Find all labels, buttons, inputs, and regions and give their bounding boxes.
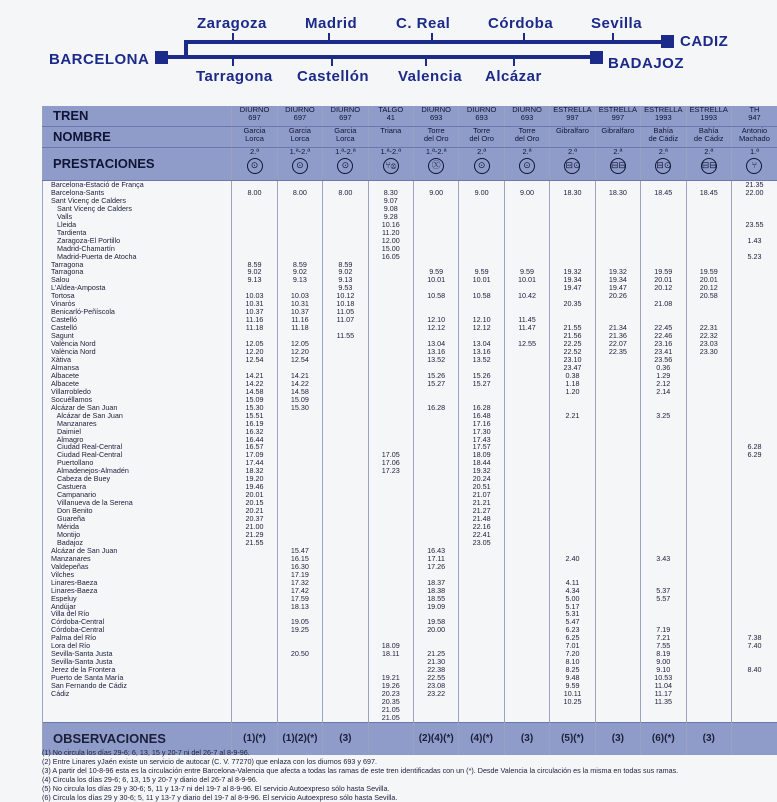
train-name: Garcia Lorca bbox=[277, 127, 322, 148]
service-icon: ⊙ bbox=[474, 158, 490, 174]
observacion: (6)(*) bbox=[641, 722, 686, 755]
train-name: Torre del Oro bbox=[413, 127, 458, 148]
class-label: 2.ª bbox=[552, 148, 592, 156]
footnote: (4) Circula los días 29-6; 6, 13, 15 y 20-7 y diario del 26-7 al 8-9-96. bbox=[42, 776, 762, 785]
train-times: 9.00 9.59 10.01 10.58 12.10 12.12 13.04 13.16 13.52 15.26 15.27 16.28 16.48 17.16 17.30 17.43 17.57 18.09 18.44 19.32 20.24 20.51 21.07 21.21 21.27 21.48 22.16 22.41 23.05 bbox=[459, 181, 504, 723]
route-line-top bbox=[186, 40, 666, 44]
route-city-madrid: Madrid bbox=[305, 15, 357, 32]
service-icon: ⊙ bbox=[519, 158, 535, 174]
class-label: 2.ª bbox=[689, 148, 729, 156]
service-cell bbox=[413, 148, 458, 181]
train-number: DIURNO 693 bbox=[413, 106, 458, 127]
header-row-tren bbox=[43, 106, 777, 127]
tren-label: TREN bbox=[43, 106, 232, 127]
train-number: DIURNO 697 bbox=[277, 106, 322, 127]
footnote: (5) No circula los días 29 y 30-6; 5, 11 y 13-7 ni del 19-7 al 8-9-96. El servicio Autoexpreso sólo hasta Sevilla. bbox=[42, 785, 762, 794]
route-city-valencia: Valencia bbox=[398, 68, 462, 85]
route-city-castellon: Castellón bbox=[297, 68, 369, 85]
class-label: 1.ª-2.ª bbox=[280, 148, 320, 156]
train-number: DIURNO 697 bbox=[232, 106, 277, 127]
route-tick bbox=[232, 58, 234, 66]
observacion: (3) bbox=[504, 722, 549, 755]
route-tick bbox=[425, 58, 427, 66]
observaciones-label: OBSERVACIONES bbox=[43, 722, 232, 755]
service-cell bbox=[686, 148, 731, 181]
route-map bbox=[0, 0, 777, 100]
prestaciones-label: PRESTACIONES bbox=[43, 148, 232, 181]
service-cell bbox=[277, 148, 322, 181]
route-line-top-link bbox=[184, 40, 188, 58]
train-times: 8.00 8.59 9.02 9.13 9.53 10.12 10.18 11.05 11.07 11.55 bbox=[323, 181, 368, 723]
route-city-cadiz: CADIZ bbox=[680, 33, 728, 50]
service-cell bbox=[504, 148, 549, 181]
route-tick bbox=[612, 33, 614, 41]
train-times: 18.30 19.32 19.34 19.47 20.35 21.55 21.56 22.25 22.52 23.10 23.47 0.38 1.18 1.20 2.21 2.40 4.11 4.34 5.00 5.17 5.31 5.47 6.23 6.25 7.01 7.20 8.10 8.25 9.48 9.59 10.11 10.25 bbox=[550, 181, 595, 723]
sleeper-icon: ⊟⊟ bbox=[610, 158, 626, 174]
observacion: (5)(*) bbox=[550, 722, 595, 755]
observacion: (4)(*) bbox=[459, 722, 504, 755]
class-label: 2.ª bbox=[461, 148, 501, 156]
header-row-nombre bbox=[43, 127, 777, 148]
train-number: ESTRELLA 997 bbox=[550, 106, 595, 127]
service-cell bbox=[731, 148, 777, 181]
route-tick bbox=[232, 33, 234, 41]
observacion: (3) bbox=[595, 722, 640, 755]
class-label: 1.ª bbox=[734, 148, 775, 156]
train-number: TALGO 41 bbox=[368, 106, 413, 127]
route-city-tarragona: Tarragona bbox=[196, 68, 273, 85]
service-icon: ⊙ bbox=[337, 158, 353, 174]
route-terminal-badajoz bbox=[590, 51, 603, 64]
observacion: (2)(4)(*) bbox=[413, 722, 458, 755]
train-number: ESTRELLA 1993 bbox=[641, 106, 686, 127]
train-name: Antonio Machado bbox=[731, 127, 777, 148]
service-icon: ⊙ bbox=[292, 158, 308, 174]
route-tick bbox=[328, 33, 330, 41]
class-label: 2.ª bbox=[234, 148, 274, 156]
route-city-badajoz: BADAJOZ bbox=[608, 55, 684, 72]
footnote: (3) A partir del 10-8-96 esta es la circulación entre Barcelona-Valencia que afecta a todas las ramas de este tren identificadas con un (*). Desde Valencia la circulación es la misma en todas sus ramas. bbox=[42, 767, 762, 776]
route-tick bbox=[331, 58, 333, 66]
train-name: Torre del Oro bbox=[459, 127, 504, 148]
car-transport-icon: ⊟⊙ bbox=[655, 158, 671, 174]
route-city-alcazar: Alcázar bbox=[485, 68, 542, 85]
route-tick bbox=[523, 33, 525, 41]
train-number: DIURNO 693 bbox=[504, 106, 549, 127]
route-city-barcelona: BARCELONA bbox=[49, 51, 149, 68]
sleeper-icon: ⊟⊙ bbox=[564, 158, 580, 174]
dining-icon: ⑂Ⓧ bbox=[383, 158, 399, 174]
class-label: 2.ª bbox=[507, 148, 547, 156]
service-cell bbox=[595, 148, 640, 181]
route-city-cordoba: Córdoba bbox=[488, 15, 553, 32]
service-cell bbox=[459, 148, 504, 181]
dining-icon: ⑂ bbox=[746, 158, 762, 174]
train-times: 9.00 9.59 10.01 10.58 12.10 12.12 13.04 13.16 13.52 15.26 15.27 16.28 16.43 17.11 17.26 18.37 18.38 18.55 19.09 19.58 20.00 21.25 21.30 22.38 22.55 23.08 23.22 bbox=[413, 181, 458, 723]
train-number: ESTRELLA 997 bbox=[595, 106, 640, 127]
route-city-sevilla: Sevilla bbox=[591, 15, 642, 32]
nombre-label: NOMBRE bbox=[43, 127, 232, 148]
train-name: Bahía de Cádiz bbox=[641, 127, 686, 148]
service-icon: ⊙ bbox=[247, 158, 263, 174]
class-label: 2.ª bbox=[643, 148, 683, 156]
train-name: Gibralfaro bbox=[550, 127, 595, 148]
train-times: 8.00 8.59 9.02 9.13 10.03 10.31 10.37 11.16 11.18 12.05 12.20 12.54 14.21 14.22 14.58 15.09 15.30 15.47 16.15 16.30 17.19 17.32 17.42 17.59 18.13 19.05 19.25 20.50 bbox=[277, 181, 322, 723]
timetable-body bbox=[43, 181, 777, 723]
train-name: Gibralfaro bbox=[595, 127, 640, 148]
class-label: 1.ª-2.ª bbox=[371, 148, 411, 156]
service-cell bbox=[641, 148, 686, 181]
service-cell bbox=[550, 148, 595, 181]
footnote: (6) Circula los días 29 y 30-6; 5, 11 y 13-7 y diario del 19-7 al 8-9-96. El servicio Autoexpreso sólo hasta Sevilla. bbox=[42, 794, 762, 802]
train-name: Torre del Oro bbox=[504, 127, 549, 148]
route-city-zaragoza: Zaragoza bbox=[197, 15, 267, 32]
route-terminal-cadiz bbox=[661, 35, 674, 48]
train-number: DIURNO 693 bbox=[459, 106, 504, 127]
train-times: 18.30 19.32 19.34 19.47 20.26 21.34 21.36 22.07 22.35 bbox=[595, 181, 640, 723]
car-transport-icon: ⊟⊟ bbox=[701, 158, 717, 174]
service-cell bbox=[232, 148, 277, 181]
train-name: Garcia Lorca bbox=[323, 127, 368, 148]
header-row-prestaciones bbox=[43, 148, 777, 181]
train-times: 21.35 22.00 23.55 1.43 5.23 6.28 6.29 7.38 7.40 8.40 bbox=[731, 181, 777, 723]
train-name: Garcia Lorca bbox=[232, 127, 277, 148]
footnotes bbox=[42, 749, 762, 802]
dining-icon: Ⓧ bbox=[428, 158, 444, 174]
train-times: 8.00 8.59 9.02 9.13 10.03 10.31 10.37 11.16 11.18 12.05 12.20 12.54 14.21 14.22 14.58 15.09 15.30 15.51 16.19 16.32 16.44 16.57 17.09 17.44 18.32 19.20 19.46 20.01 20.15 20.21 20.37 21.00 21.29 21.55 bbox=[232, 181, 277, 723]
service-cell bbox=[368, 148, 413, 181]
service-cell bbox=[323, 148, 368, 181]
observacion: (1)(*) bbox=[232, 722, 277, 755]
observacion: (3) bbox=[686, 722, 731, 755]
train-times: 18.45 19.59 20.01 20.12 21.08 22.45 22.46 23.16 23.41 23.56 0.36 1.29 2.12 2.14 3.25 3.43 5.37 5.57 7.19 7.21 7.55 8.19 9.00 9.10 10.53 11.04 11.17 11.35 bbox=[641, 181, 686, 723]
route-tick bbox=[431, 33, 433, 41]
class-label: 2.ª bbox=[598, 148, 638, 156]
route-tick bbox=[513, 58, 515, 66]
route-terminal-barcelona bbox=[155, 51, 168, 64]
train-times: 18.45 19.59 20.01 20.12 20.58 22.31 22.32 23.03 23.30 bbox=[686, 181, 731, 723]
class-label: 1.ª-2.ª bbox=[416, 148, 456, 156]
route-city-c-real: C. Real bbox=[396, 15, 450, 32]
timetable bbox=[42, 106, 777, 755]
train-number: TH 947 bbox=[731, 106, 777, 127]
station-list: Barcelona-Estació de França Barcelona-Sants Sant Vicenç de Calders Sant Vicenç de Calders Valls Lleida Tardienta Zaragoza-El Portillo Madrid-Chamartín Madrid-Puerta de Atocha Tarragona Tarragona Salou L'Aldea-Amposta Tortosa Vinaròs Benicarló-Peñíscola Castelló Castelló Sagunt València Nord València Nord Xàtiva Almansa Albacete Albacete Villarrobledo Socuéllamos Alcázar de San Juan Alcázar de San Juan Manzanares Daimiel Almagro Ciudad Real-Central Ciudad Real-Central Puertollano Almadenejos-Almadén Cabeza de Buey Castuera Campanario Villanueva de la Serena Don Benito Guareña Mérida Montijo Badajoz Alcázar de San Juan Manzanares Valdepeñas Vilches Linares-Baeza Linares-Baeza Espeluy Andújar Villa del Río Córdoba-Central Córdoba-Central Palma del Río Lora del Río Sevilla-Santa Justa Sevilla-Santa Justa Jerez de la Frontera Puerto de Santa María San Fernando de Cádiz Cádiz bbox=[43, 181, 232, 723]
train-name: Triana bbox=[368, 127, 413, 148]
train-number: DIURNO 697 bbox=[323, 106, 368, 127]
train-name: Bahía de Cádiz bbox=[686, 127, 731, 148]
observacion: (1)(2)(*) bbox=[277, 722, 322, 755]
train-times: 8.30 9.07 9.08 9.28 10.16 11.20 12.00 15.00 16.05 17.05 17.06 17.23 18.09 18.11 19.21 19.26 20.23 20.35 21.05 21.05 bbox=[368, 181, 413, 723]
observacion: (3) bbox=[323, 722, 368, 755]
footnote: (2) Entre Linares yJaén existe un servicio de autocar (C. V. 77270) que enlaza con los diurnos 693 y 697. bbox=[42, 758, 762, 767]
class-label: 1.ª-2.ª bbox=[325, 148, 365, 156]
train-number: ESTRELLA 1993 bbox=[686, 106, 731, 127]
footnote: (1) No circula los días 29-6; 6, 13, 15 y 20-7 ni del 26-7 al 8-9-96. bbox=[42, 749, 762, 758]
train-times: 9.00 9.59 10.01 10.42 11.45 11.47 12.55 bbox=[504, 181, 549, 723]
